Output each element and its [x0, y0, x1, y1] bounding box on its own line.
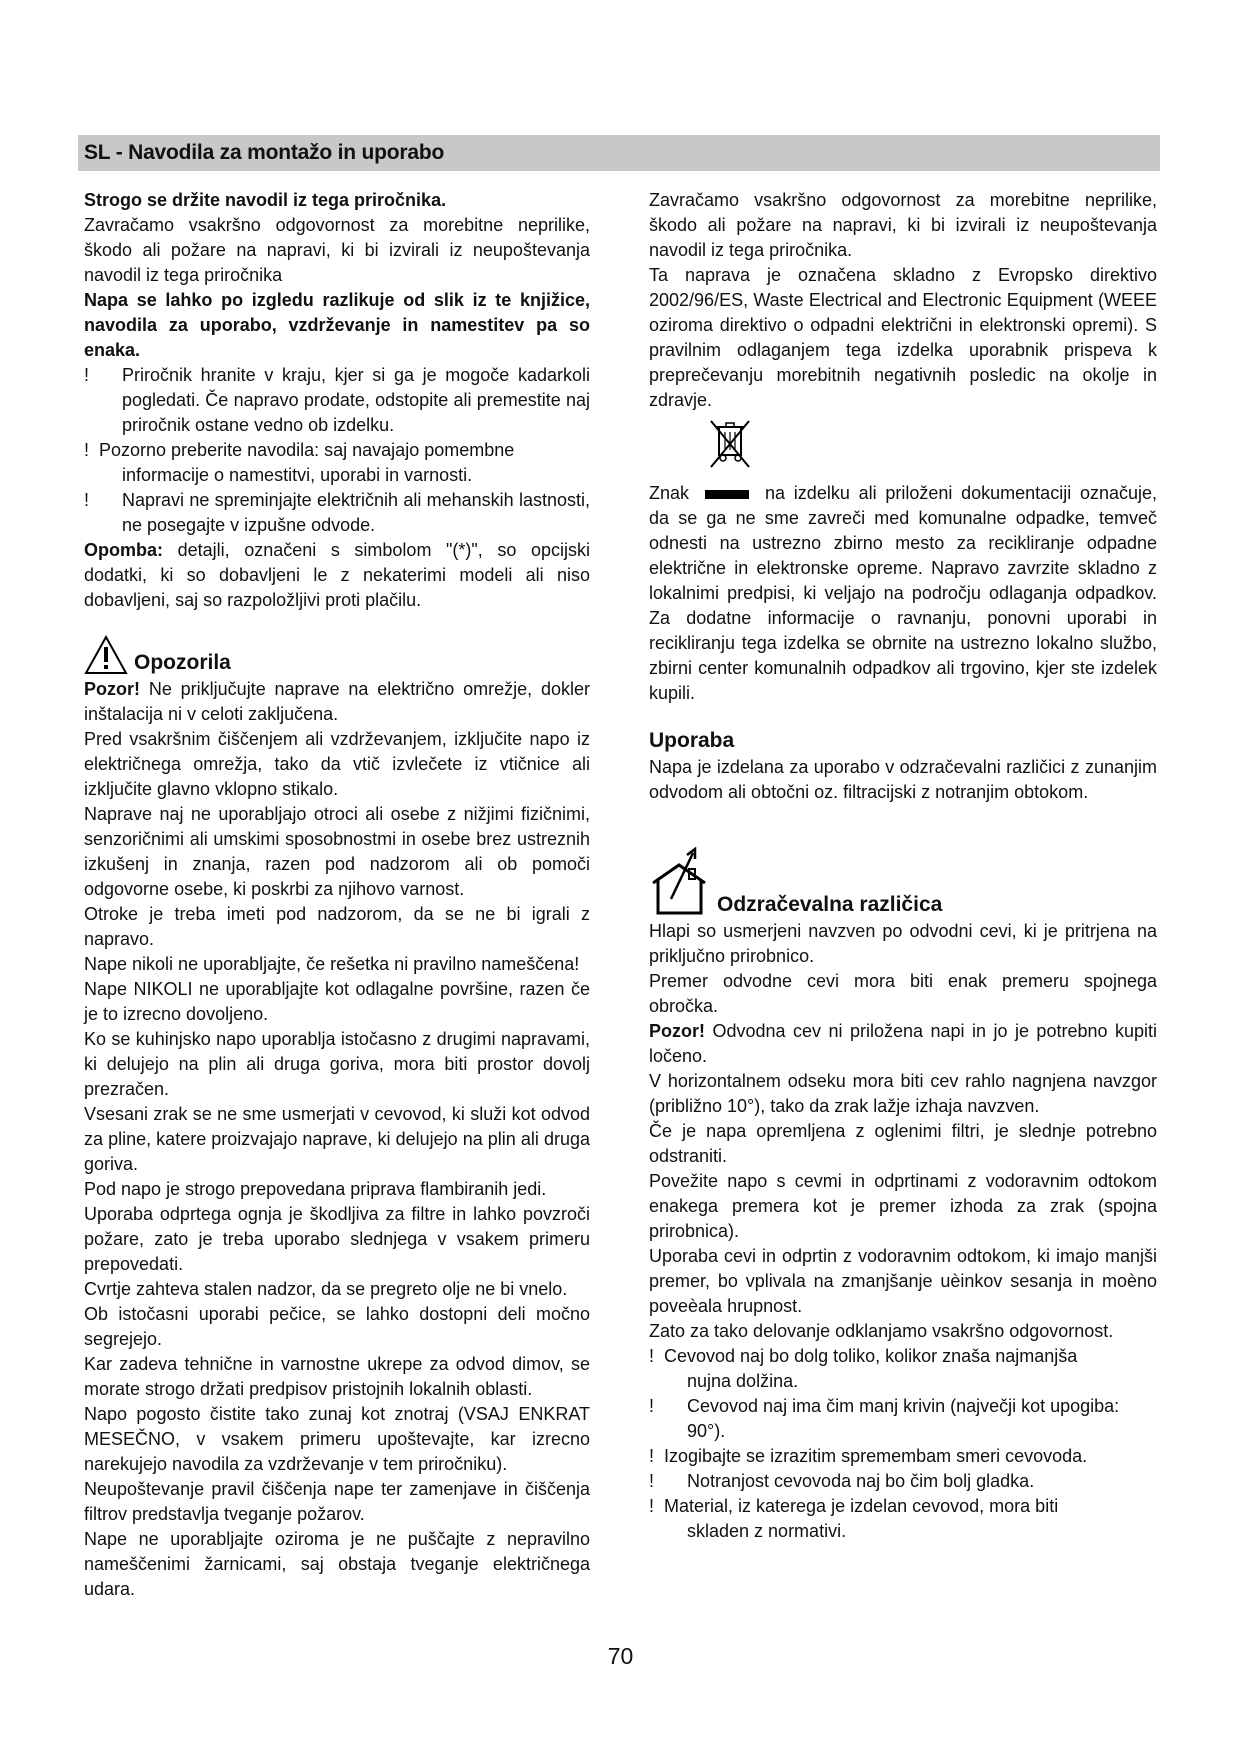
note-text: detajli, označeni s simbolom "(*)", so opcijski dodatki, ki so dobavljeni le z nekaterimi modeli ali niso dobavljeni, saj so razpoložljivi proti plačilu. [84, 540, 590, 610]
bullet-mark: ! [649, 1471, 655, 1491]
paragraph: Premer odvodne cevi mora biti enak premeru spojnega obročka. [649, 971, 1157, 1016]
page-number: 70 [607, 1643, 634, 1669]
paragraph: Ob istočasni uporabi pečice, se lahko dostopni deli močno segrejejo. [84, 1304, 590, 1349]
warnings-title: Opozorila [134, 651, 231, 674]
note-label: Opomba: [84, 540, 163, 560]
znak-paragraph [649, 481, 1157, 706]
paragraph: Pod napo je strogo prepovedana priprava flambiranih jedi. [84, 1179, 547, 1199]
bullet-text-cont: 90°). [687, 1421, 726, 1441]
paragraph: Uporaba odprtega ognja je škodljiva za filtre in lahko povzroči požare, zato je treba uporabo slednjega v vsakem primeru prepovedati. [84, 1204, 590, 1274]
bullet-item [649, 1344, 1157, 1394]
paragraph: Cvrtje zahteva stalen nadzor, da se pregreto olje ne bi vnelo. [84, 1279, 568, 1299]
bullet-text: Pozorno preberite navodila: saj navajajo pomembne [99, 440, 515, 460]
section-header-bar [78, 135, 1160, 171]
pozor-paragraph [84, 677, 590, 727]
left-column [84, 188, 590, 1602]
bullet-text: Cevovod naj ima čim manj krivin (največji kot upogiba: [687, 1396, 1120, 1416]
bullet-mark: ! [649, 1346, 655, 1366]
pozor-label: Pozor! [649, 1021, 705, 1041]
page-title: SL - Navodila za montažo in uporabo [84, 141, 445, 164]
weee-paragraph: Ta naprava je označena skladno z Evropsko direktivo 2002/96/ES, Waste Electrical and Electronic Equipment (WEEE oziroma direktivo o odpadni električni in elektronski opremi). S pravilnim odlaganjem tega izdelka uporabnik prispeva k preprečevanju morebitnih negativnih posledic na okolje in zdravje. [649, 265, 1157, 410]
paragraph: Kar zadeva tehnične in varnostne ukrepe za odvod dimov, se morate strogo držati predpisov pristojnih lokalnih oblasti. [84, 1354, 590, 1399]
pozor-paragraph [649, 1019, 1157, 1069]
bullet-item [649, 1469, 1157, 1494]
bullet-item [84, 488, 590, 538]
bullet-text: Notranjost cevovoda naj bo čim bolj gladka. [687, 1471, 1035, 1491]
note [84, 538, 590, 613]
paragraph: Nape ne uporabljajte oziroma je ne puščajte z nepravilno nameščenimi žarnicami, saj obstaja tveganje električnega udara. [84, 1529, 590, 1599]
bullet-text-cont: nujna dolžina. [687, 1371, 799, 1391]
znak-word: Znak [649, 483, 690, 503]
bullet-text-cont: informacije o namestitvi, uporabi in varnosti. [122, 465, 473, 485]
bullet-mark: ! [649, 1396, 655, 1416]
pozor-text: Ne priključujte naprave na električno omrežje, dokler inštalacija ni v celoti zaključena. [84, 679, 590, 724]
paragraph: Vsesani zrak se ne sme usmerjati v cevovod, ki služi kot odvod za pline, katere proizvajajo naprave, ki delujejo na plin ali druga goriva. [84, 1104, 590, 1174]
intro-bold: Strogo se držite navodil iz tega priročnika. [84, 190, 447, 210]
bullet-item [649, 1494, 1157, 1544]
intro-text: Zavračamo vsakršno odgovornost za morebitne neprilike, škodo ali požare na napravi, ki bi izvirali iz neupoštevanja navodil iz tega priročnika [84, 215, 590, 285]
uporaba-heading [649, 728, 1157, 753]
disclaimer-paragraph: Zavračamo vsakršno odgovornost za morebitne neprilike, škodo ali požare na napravi, ki bi izvirali iz neupoštevanja navodil iz tega priročnika. [649, 190, 1157, 260]
bullet-item [84, 438, 590, 488]
warning-triangle-icon [84, 635, 128, 675]
paragraph: Nape NIKOLI ne uporabljajte kot odlagalne površine, razen če je to izrecno dovoljeno. [84, 979, 590, 1024]
paragraph: Naprave naj ne uporabljajo otroci ali osebe z nižjimi fizičnimi, senzoričnimi ali umskimi sposobnostmi in osebe brez ustreznih izkušenj in znanja, razen pod nadzorom ali ob pomoči odgovorne osebe, ki poskrbi za njihovo varnost. [84, 804, 590, 899]
bullet-mark: ! [649, 1496, 655, 1516]
bullet-mark: ! [649, 1446, 655, 1466]
paragraph: Če je napa opremljena z oglenimi filtri, je slednje potrebno odstraniti. [649, 1121, 1157, 1166]
paragraph: Uporaba cevi in odprtin z vodoravnim odtokom, ki imajo manjši premer, bo vplivala na zmanjšanje uèinkov sesanja in moèno poveèala hrupnost. [649, 1246, 1157, 1316]
bullet-text: Napravi ne spreminjajte električnih ali mehanskih lastnosti, ne posegajte v izpušne odvode. [122, 490, 590, 535]
bullet-mark: ! [84, 440, 90, 460]
black-bar-icon [705, 490, 749, 499]
bullet-text-cont: skladen z normativi. [687, 1521, 847, 1541]
paragraph: Zato za tako delovanje odklanjamo vsakršno odgovornost. [649, 1321, 1114, 1341]
bullet-item [649, 1444, 1157, 1469]
odzracevalna-heading [649, 847, 1157, 917]
bullet-text: Izogibajte se izrazitim spremembam smeri cevovoda. [664, 1446, 1088, 1466]
bullet-item [649, 1394, 1157, 1444]
paragraph: Napo pogosto čistite tako zunaj kot znotraj (VSAJ ENKRAT MESEČNO, v vsakem primeru upoštevajte, kar izrecno narekujejo navodila za vzdrževanje v tem priročniku). [84, 1404, 590, 1474]
uporaba-text: Napa je izdelana za uporabo v odzračevalni različici z zunanjim odvodom ali obtočni oz. filtracijski z notranjim obtokom. [649, 757, 1157, 802]
odzracevalna-title: Odzračevalna različica [717, 893, 943, 916]
uporaba-title: Uporaba [649, 729, 735, 752]
pozor-text: Odvodna cev ni priložena napi in jo je potrebno kupiti ločeno. [649, 1021, 1157, 1066]
paragraph: Povežite napo s cevmi in odprtinami z vodoravnim odtokom enakega premera kot je premer izhoda za zrak (spojna prirobnica). [649, 1171, 1157, 1241]
paragraph: V horizontalnem odseku mora biti cev rahlo nagnjena navzgor (približno 10°), tako da zrak lažje izhaja navzven. [649, 1071, 1157, 1116]
bullet-item [84, 363, 590, 438]
pozor-label: Pozor! [84, 679, 140, 699]
right-column [649, 188, 1157, 1544]
weee-figure [649, 413, 1157, 475]
bullet-text: Cevovod naj bo dolg toliko, kolikor znaša najmanjša [664, 1346, 1078, 1366]
house-vent-icon [649, 847, 711, 917]
paragraph: Neupoštevanje pravil čiščenja nape ter zamenjave in čiščenja filtrov predstavlja tveganje požarov. [84, 1479, 590, 1524]
intro-bold-2: Napa se lahko po izgledu razlikuje od slik iz te knjižice, navodila za uporabo, vzdrževanje in namestitev pa so enaka. [84, 290, 590, 360]
crossed-bin-icon [707, 417, 753, 473]
bullet-mark: ! [84, 490, 90, 510]
bullet-mark: ! [84, 365, 90, 385]
paragraph: Otroke je treba imeti pod nadzorom, da se ne bi igrali z napravo. [84, 904, 590, 949]
paragraph: Ko se kuhinjsko napo uporablja istočasno z drugimi napravami, ki delujejo na plin ali druga goriva, mora biti prostor dovolj prezračen. [84, 1029, 590, 1099]
paragraph: Nape nikoli ne uporabljajte, če rešetka ni pravilno nameščena! [84, 954, 580, 974]
warnings-heading [84, 635, 590, 675]
paragraph: Pred vsakršnim čiščenjem ali vzdrževanjem, izključite napo iz električnega omrežja, tako da vtič izvlečete iz vtičnice ali izključite glavno vklopno stikalo. [84, 729, 590, 799]
bullet-text: Material, iz katerega je izdelan cevovod, mora biti [664, 1496, 1059, 1516]
bullet-text: Priročnik hranite v kraju, kjer si ga je mogoče kadarkoli pogledati. Če napravo prodate, odstopite ali premestite naj priročnik ostane vedno ob izdelku. [122, 365, 590, 435]
paragraph: Hlapi so usmerjeni navzven po odvodni cevi, ki je pritrjena na priključno prirobnico. [649, 921, 1157, 966]
znak-text: na izdelku ali priloženi dokumentaciji označuje, da se ga ne sme zavreči med komunalne odpadke, temveč odnesti na ustrezno zbirno mesto za recikliranje odpadne električne in elektronske opreme. Napravo zavrzite skladno z lokalnimi predpisi, ki veljajo na področju odlaganja odpadkov. Za dodatne informacije o ravnanju, ponovni uporabi in recikliranju tega izdelka se obrnite na ustrezno lokalno službo, zbirni center komunalnih odpadkov ali trgovino, kjer ste izdelek kupili. [649, 483, 1157, 703]
